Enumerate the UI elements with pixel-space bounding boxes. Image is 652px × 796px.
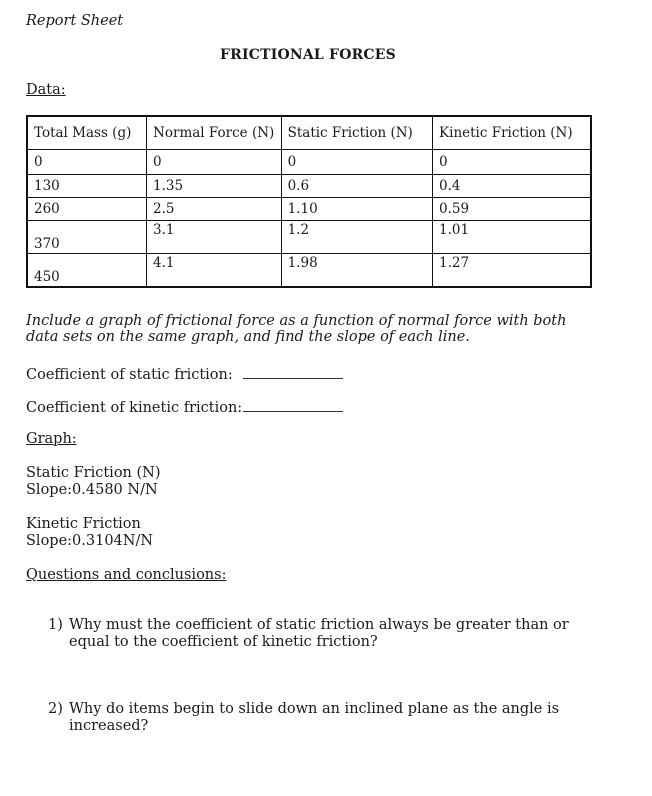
column-header-kinetic-friction: Kinetic Friction (N)	[433, 116, 591, 150]
report-sheet-label: Report Sheet	[26, 13, 124, 29]
kinetic-coefficient-label: Coefficient of kinetic friction:	[26, 400, 243, 416]
column-header-normal-force: Normal Force (N)	[147, 116, 282, 150]
kinetic-friction-slope: Slope:0.3104N/N	[26, 533, 154, 549]
list-item	[48, 701, 598, 735]
table-cell: 450	[27, 254, 147, 288]
static-coefficient-label: Coefficient of static friction:	[26, 367, 233, 383]
static-friction-slope: Slope:0.4580 N/N	[26, 482, 158, 498]
kinetic-friction-title: Kinetic Friction	[26, 516, 141, 532]
data-table	[26, 115, 592, 288]
question-number: 1)	[48, 617, 63, 633]
questions-list	[48, 617, 598, 735]
page-title: FRICTIONAL FORCES	[220, 47, 396, 63]
column-header-total-mass: Total Mass (g)	[27, 116, 147, 150]
static-friction-title: Static Friction (N)	[26, 465, 161, 481]
table-cell: 2.5	[147, 198, 282, 221]
table-cell: 0.59	[433, 198, 591, 221]
table-cell: 4.1	[147, 254, 282, 288]
table-cell: 130	[27, 175, 147, 198]
graph-instructions: Include a graph of frictional force as a function of normal force with both data sets on the same graph, and find the slope of each line.	[26, 313, 567, 345]
table-row	[27, 198, 591, 221]
kinetic-friction-slope-block	[26, 516, 153, 550]
question-number: 2)	[48, 701, 63, 717]
questions-section-label: Questions and conclusions:	[26, 567, 227, 583]
table-cell: 1.98	[281, 254, 432, 288]
table-row	[27, 150, 591, 175]
data-section-label: Data:	[26, 82, 66, 98]
table-header-row	[27, 116, 591, 150]
question-text: Why must the coefficient of static friction always be greater than or equal to the coefficient of kinetic friction?	[69, 617, 569, 650]
static-coefficient-blank	[243, 364, 343, 379]
table-row	[27, 254, 591, 288]
table-row	[27, 221, 591, 254]
table-cell: 1.35	[147, 175, 282, 198]
table-cell: 370	[27, 221, 147, 254]
table-cell: 0	[433, 150, 591, 175]
question-text: Why do items begin to slide down an inclined plane as the angle is increased?	[69, 701, 560, 734]
table-cell: 0	[147, 150, 282, 175]
kinetic-coefficient-line	[26, 397, 343, 416]
static-coefficient-line	[26, 364, 343, 383]
table-row	[27, 175, 591, 198]
list-item	[48, 617, 598, 651]
table-cell: 260	[27, 198, 147, 221]
column-header-static-friction: Static Friction (N)	[281, 116, 432, 150]
table-cell: 1.2	[281, 221, 432, 254]
table-cell: 1.10	[281, 198, 432, 221]
table-cell: 1.01	[433, 221, 591, 254]
table-cell: 1.27	[433, 254, 591, 288]
kinetic-coefficient-blank	[243, 397, 343, 412]
table-cell: 0	[281, 150, 432, 175]
table-cell: 0.6	[281, 175, 432, 198]
table-cell: 0	[27, 150, 147, 175]
table-cell: 0.4	[433, 175, 591, 198]
static-friction-slope-block	[26, 465, 161, 499]
graph-section-label: Graph:	[26, 431, 77, 447]
table-cell: 3.1	[147, 221, 282, 254]
